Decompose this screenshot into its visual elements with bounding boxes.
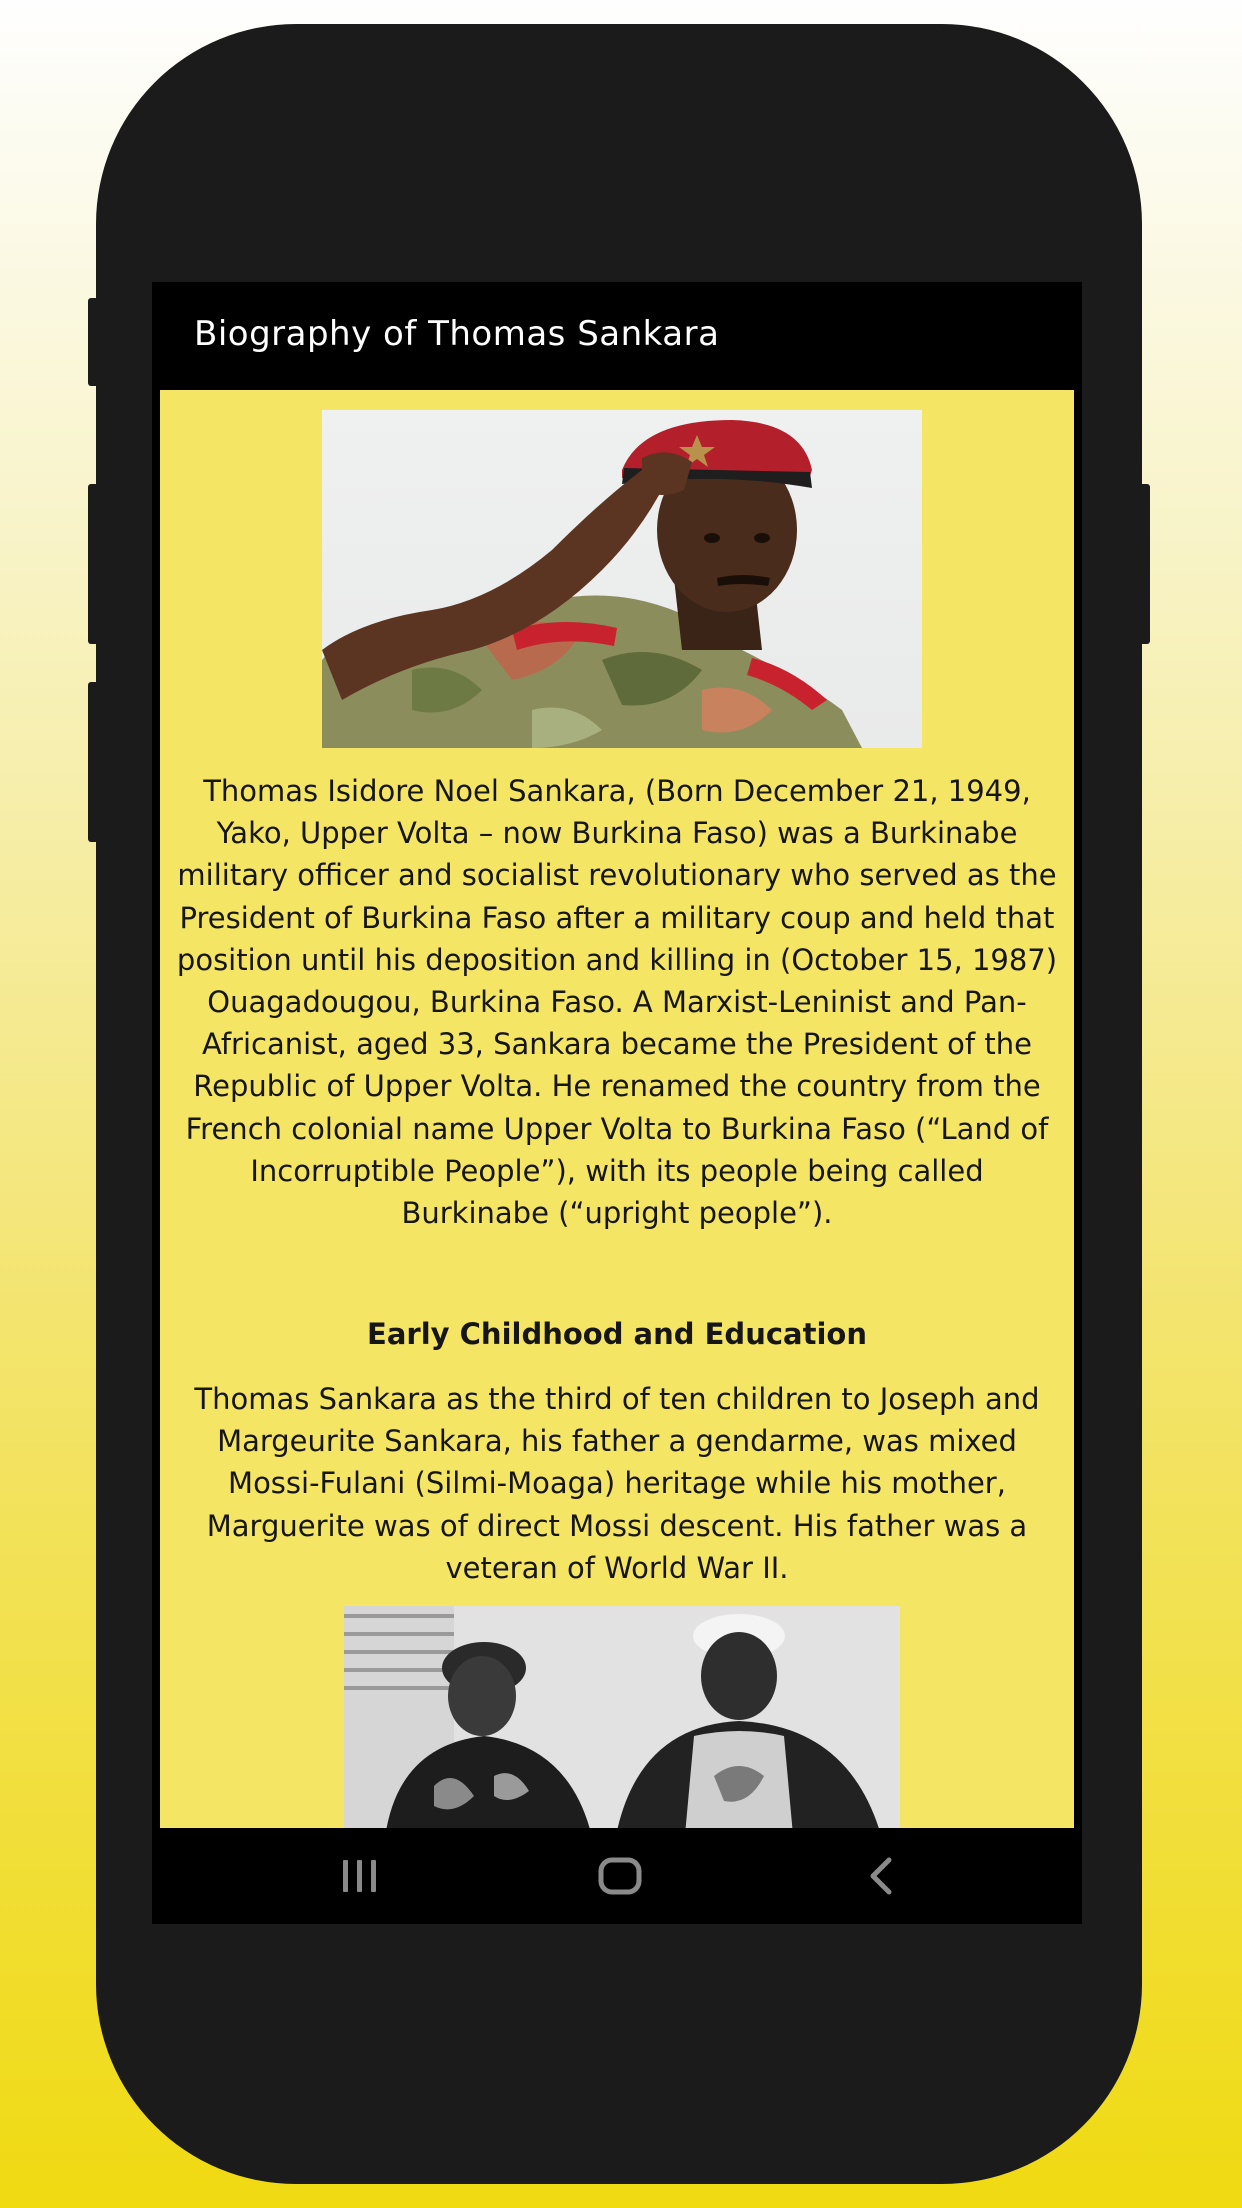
- phone-volume-up-button: [88, 484, 102, 644]
- parents-illustration: [344, 1606, 900, 1828]
- phone-volume-down-button: [88, 682, 102, 842]
- article-content[interactable]: [160, 390, 1074, 1828]
- portrait-illustration: [322, 410, 922, 748]
- back-button[interactable]: [820, 1828, 940, 1924]
- back-icon: [865, 1856, 895, 1896]
- section-paragraph: Thomas Sankara as the third of ten children to Joseph and Margeurite Sankara, his father a gendarme, was mixed Mossi-Fulani (Silmi-Moaga) heritage while his mother, Marguerite was of direct Mossi descent. His father was a veteran of World War II.: [194, 1382, 1040, 1585]
- phone-screen: [152, 282, 1082, 1924]
- home-icon: [598, 1857, 642, 1895]
- recent-apps-icon: [340, 1858, 380, 1894]
- phone-power-button: [1136, 484, 1150, 644]
- recent-apps-button[interactable]: [300, 1828, 420, 1924]
- phone-side-button: [88, 298, 102, 386]
- app-bar: [152, 282, 1082, 390]
- intro-paragraph: Thomas Isidore Noel Sankara, (Born December 21, 1949, Yako, Upper Volta – now Burkina Faso) was a Burkinabe military officer and socialist revolutionary who served as the President of Burkina Faso after a military coup and held that position until his deposition and killing in (October 15, 1987) Ouagadougou, Burkina Faso. A Marxist-Leninist and Pan-Africanist, aged 33, Sankara became the President of the Republic of Upper Volta. He renamed the country from the French colonial name Upper Volta to Burkina Faso (“Land of Incorruptible People”), with its people being called Burkinabe (“upright people”).: [176, 774, 1058, 1231]
- system-navigation-bar: [152, 1828, 1082, 1924]
- home-button[interactable]: [560, 1828, 680, 1924]
- section-heading: Early Childhood and Education: [367, 1317, 867, 1351]
- page-title: Biography of Thomas Sankara: [194, 314, 720, 354]
- sankara-saluting-photo: [322, 410, 922, 748]
- parents-photo: [344, 1606, 900, 1828]
